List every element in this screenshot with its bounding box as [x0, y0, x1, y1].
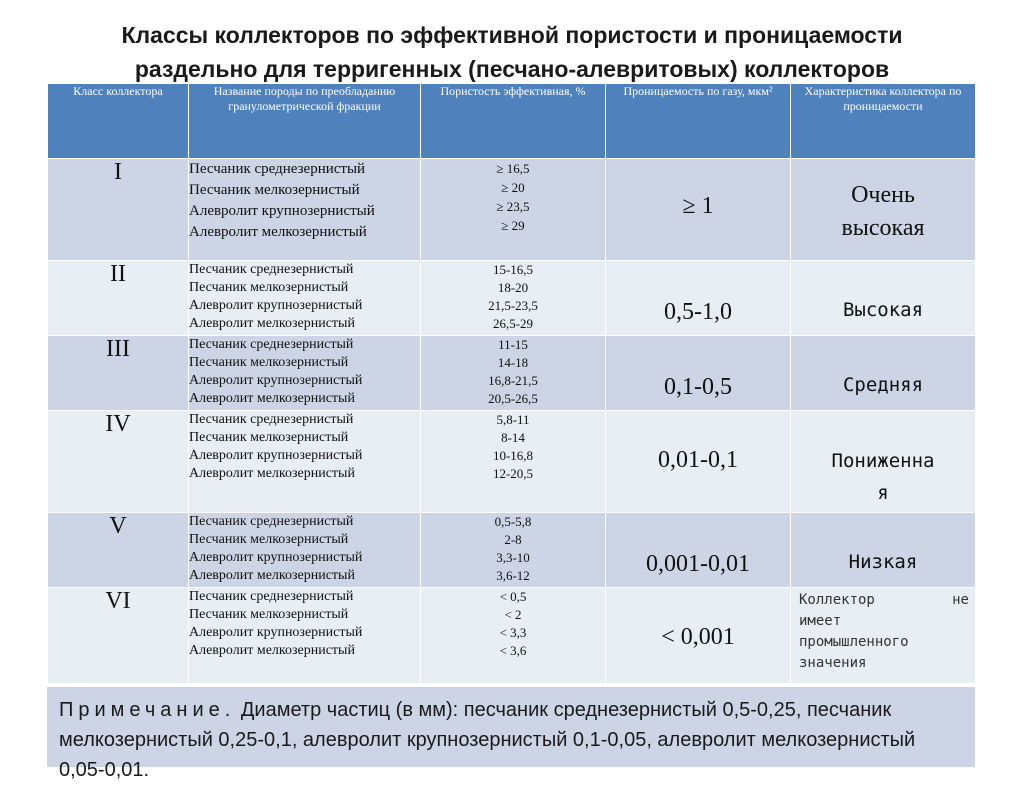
slide-title-line-2: раздельно для терригенных (песчано-алевритовых) коллекторов	[134, 56, 890, 82]
table-row	[48, 588, 976, 684]
rock-name: Песчаник среднезернистый	[189, 337, 354, 352]
characteristic-cell	[791, 588, 976, 684]
porosity-cell	[421, 159, 606, 261]
porosity-cell	[421, 411, 606, 513]
permeability-cell: ≥ 1	[606, 159, 791, 261]
header-permeability: Проницаемость по газу, мкм²	[606, 84, 791, 159]
table-row	[48, 336, 976, 411]
rock-name: Алевролит мелкозернистый	[189, 466, 355, 481]
rock-name: Песчаник среднезернистый	[189, 589, 354, 604]
porosity-value: < 3,3	[499, 625, 527, 640]
characteristic-cell	[791, 411, 976, 513]
rocks-cell	[189, 411, 421, 513]
table-row	[48, 261, 976, 336]
rock-name: Песчаник мелкозернистый	[189, 532, 349, 547]
rocks-cell	[189, 588, 421, 684]
porosity-value: ≥ 16,5	[496, 161, 530, 176]
rock-name: Песчаник среднезернистый	[189, 412, 354, 427]
characteristic-cell	[791, 159, 976, 261]
porosity-value: 0,5-5,8	[494, 514, 532, 529]
porosity-value: 20,5-26,5	[488, 391, 538, 406]
porosity-value: ≥ 29	[501, 218, 525, 233]
porosity-value: 26,5-29	[492, 316, 534, 331]
table-row	[48, 513, 976, 588]
porosity-value: ≥ 23,5	[496, 199, 530, 214]
porosity-value: 8-14	[501, 430, 525, 445]
porosity-cell	[421, 261, 606, 336]
porosity-value: 21,5-23,5	[488, 298, 538, 313]
porosity-value: 2-8	[504, 532, 522, 547]
rocks-cell	[189, 513, 421, 588]
porosity-cell	[421, 588, 606, 684]
permeability-cell: 0,1-0,5	[606, 336, 791, 411]
porosity-value: 14-18	[497, 355, 529, 370]
porosity-value: 10-16,8	[492, 448, 534, 463]
porosity-value: 12-20,5	[492, 466, 534, 481]
porosity-value: 5,8-11	[496, 412, 530, 427]
class-cell: IV	[48, 411, 189, 513]
characteristic-cell	[791, 513, 976, 588]
rocks-cell	[189, 336, 421, 411]
permeability-cell: 0,01-0,1	[606, 411, 791, 513]
footnote-label: Примечание.	[59, 699, 236, 721]
permeability-cell: < 0,001	[606, 588, 791, 684]
rock-name: Песчаник мелкозернистый	[189, 280, 349, 295]
footnote-text: Диаметр частиц (в мм): песчаник среднезернистый 0,5-0,25, песчаник мелкозернистый 0,25-0,1, алевролит крупнозернистый 0,1-0,05, алевролит мелкозернистый 0,05-0,01.	[59, 699, 916, 781]
rock-name: Алевролит мелкозернистый	[189, 316, 355, 331]
class-cell: V	[48, 513, 189, 588]
rock-name: Песчаник мелкозернистый	[189, 182, 360, 198]
table-row	[48, 159, 976, 261]
characteristic-cell	[791, 336, 976, 411]
class-cell: III	[48, 336, 189, 411]
rock-name: Алевролит мелкозернистый	[189, 224, 367, 240]
header-class: Класс коллектора	[48, 84, 189, 159]
rock-name: Алевролит крупнозернистый	[189, 373, 363, 388]
characteristic-line: значения	[799, 655, 867, 671]
slide-title	[0, 18, 1024, 86]
characteristic-line: Пониженна	[831, 450, 935, 472]
porosity-value: ≥ 20	[501, 180, 525, 195]
rock-name: Алевролит мелкозернистый	[189, 643, 355, 658]
porosity-cell	[421, 336, 606, 411]
rock-name: Алевролит крупнозернистый	[189, 448, 363, 463]
rock-name: Алевролит крупнозернистый	[189, 203, 375, 219]
table-row	[48, 411, 976, 513]
rock-name: Алевролит крупнозернистый	[189, 298, 363, 313]
rock-name: Алевролит крупнозернистый	[189, 625, 363, 640]
characteristic-cell	[791, 261, 976, 336]
rocks-cell	[189, 159, 421, 261]
rock-name: Песчаник мелкозернистый	[189, 355, 349, 370]
rock-name: Песчаник мелкозернистый	[189, 430, 349, 445]
porosity-value: 18-20	[497, 280, 529, 295]
rock-name: Песчаник среднезернистый	[189, 262, 354, 277]
rock-name: Песчаник среднезернистый	[189, 514, 354, 529]
characteristic-line: высокая	[841, 215, 925, 241]
rock-name: Песчаник среднезернистый	[189, 161, 366, 177]
porosity-cell	[421, 513, 606, 588]
characteristic-line: имеет	[799, 613, 842, 629]
characteristic-line: Очень	[851, 182, 915, 208]
porosity-value: < 3,6	[499, 643, 527, 658]
header-porosity: Пористость эффективная, %	[421, 84, 606, 159]
rock-name: Песчаник мелкозернистый	[189, 607, 349, 622]
rock-name: Алевролит мелкозернистый	[189, 568, 355, 583]
characteristic-line: Коллектор не	[799, 592, 969, 608]
header-characteristic: Характеристика коллектора по проницаемости	[791, 84, 976, 159]
characteristic-line: Средняя	[842, 374, 924, 396]
porosity-value: < 2	[504, 607, 522, 622]
permeability-cell: 0,001-0,01	[606, 513, 791, 588]
rocks-cell	[189, 261, 421, 336]
footnote	[47, 687, 975, 781]
class-cell: I	[48, 159, 189, 261]
characteristic-line: Низкая	[848, 551, 918, 573]
collector-classes-table	[47, 83, 976, 684]
permeability-cell: 0,5-1,0	[606, 261, 791, 336]
porosity-value: < 0,5	[499, 589, 527, 604]
characteristic-line: я	[877, 482, 889, 504]
rock-name: Алевролит мелкозернистый	[189, 391, 355, 406]
header-rock-name: Название породы по преобладанию гранулометрической фракции	[189, 84, 421, 159]
class-cell: VI	[48, 588, 189, 684]
porosity-value: 11-15	[498, 337, 528, 352]
characteristic-line: промышленного	[799, 634, 909, 650]
table-header-row	[48, 84, 976, 159]
slide-title-line-1: Классы коллекторов по эффективной пористости и проницаемости	[121, 22, 903, 48]
characteristic-line: Высокая	[842, 299, 924, 321]
porosity-value: 15-16,5	[492, 262, 534, 277]
porosity-value: 3,6-12	[496, 568, 530, 583]
porosity-value: 3,3-10	[496, 550, 530, 565]
porosity-value: 16,8-21,5	[488, 373, 538, 388]
class-cell: II	[48, 261, 189, 336]
rock-name: Алевролит крупнозернистый	[189, 550, 363, 565]
